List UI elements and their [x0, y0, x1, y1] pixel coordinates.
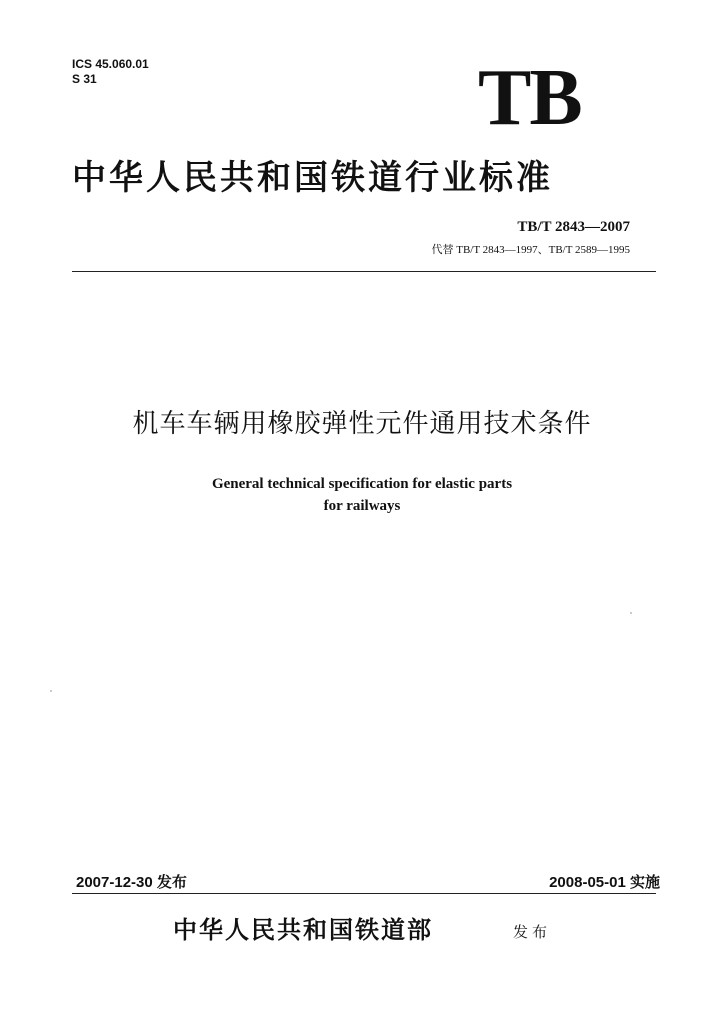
standard-title: 中华人民共和国铁道行业标准 [72, 158, 553, 198]
tb-logo: TB [478, 54, 581, 142]
classification-block [72, 57, 149, 87]
category-code: S 31 [72, 72, 97, 86]
bottom-divider [72, 893, 656, 894]
ics-code: ICS 45.060.01 [72, 57, 149, 71]
issue-date: 2007-12-30 发布 [76, 874, 187, 891]
publisher-name: 中华人民共和国铁道部 [173, 915, 433, 944]
scan-speck [630, 612, 632, 614]
standard-number: TB/T 2843—2007 [517, 219, 630, 235]
top-divider [72, 271, 656, 272]
publisher-suffix: 发布 [513, 923, 552, 941]
document-title-english [0, 473, 724, 517]
english-title-line-2: for railways [323, 498, 401, 514]
implement-date: 2008-05-01 实施 [549, 874, 660, 891]
document-title: 机车车辆用橡胶弹性元件通用技术条件 [132, 409, 592, 439]
replaces-note: 代替 TB/T 2843—1997、TB/T 2589—1995 [431, 244, 630, 256]
english-title-line-1: General technical specification for elastic parts [211, 476, 513, 492]
scan-speck [50, 690, 52, 692]
